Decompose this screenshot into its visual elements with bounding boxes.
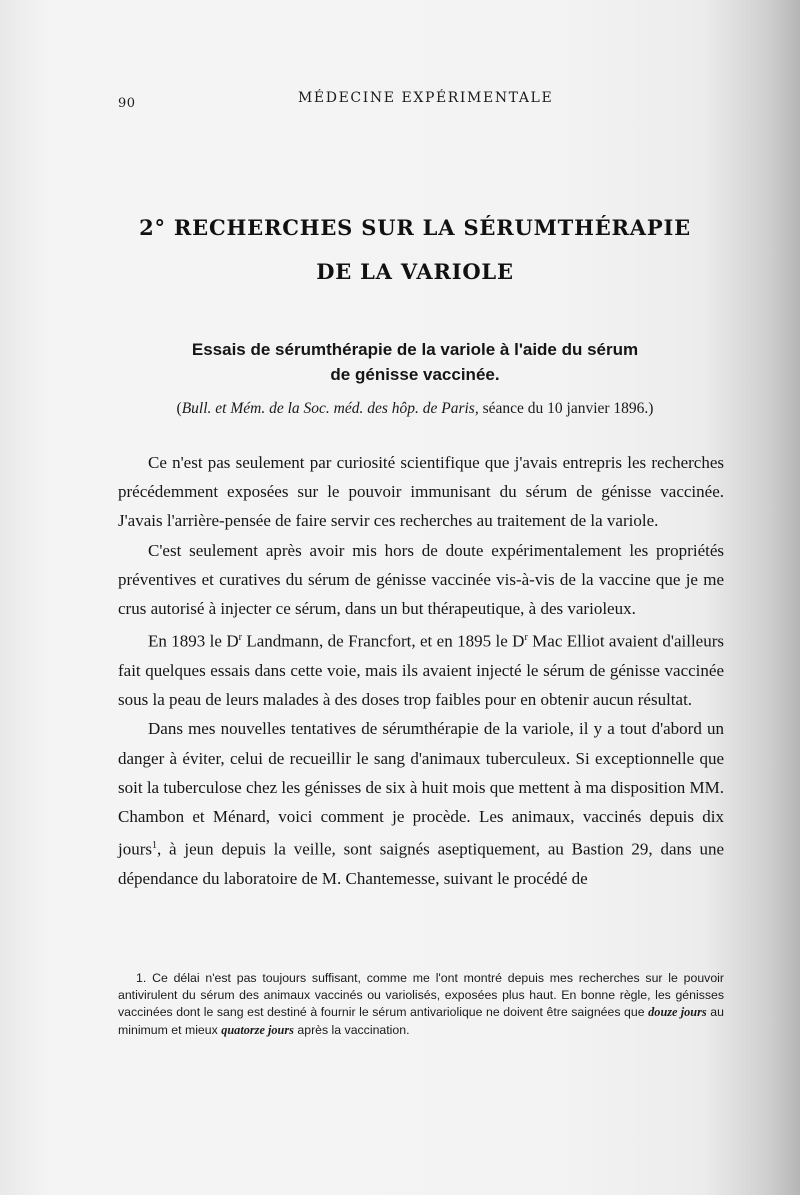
paragraph-4 [118, 714, 724, 893]
paragraph-3-text-c: Mac Elliot avaient d'ailleurs fait quelques essais dans cette voie, mais ils avaient injecté le sérum de génisse vaccinée sous la peau de leurs malades à des doses trop faibles pour en obtenir aucun résultat. [118, 631, 725, 710]
footnote-emphasis-1: douze jours [648, 1005, 707, 1020]
paragraph-1: Ce n'est pas seulement par curiosité scientifique que j'avais entrepris les recherches précédemment exposées sur le pouvoir immunisant du sérum de génisse vaccinée. J'avais l'arrière-pensée de faire servir ces recherches au traitement de la variole. [118, 453, 724, 531]
page-number: 90 [118, 96, 136, 111]
paragraph-2: C'est seulement après avoir mis hors de doute expérimentalement les propriétés préventives et curatives du sérum de génisse vaccinée vis-à-vis de la vaccine que je me crus autorisé à injecter ce sérum, dans un but thérapeutique, à des varioleux. [118, 540, 724, 619]
footnote-text-b: au minimum et mieux [118, 1005, 724, 1037]
citation-open: ( [176, 400, 182, 417]
footnote-emphasis-2: quatorze jours [221, 1022, 294, 1037]
running-title: MÉDECINE EXPÉRIMENTALE [298, 90, 554, 106]
footnote-reference: 1 [152, 840, 157, 852]
paragraph-4-text-b: , à jeun depuis la veille, sont saignés aseptiquement, au Bastion 29, dans une dépendance du laboratoire de M. Chantemesse, suivant le procédé de [118, 839, 724, 889]
superscript: r [238, 632, 242, 644]
article-title [110, 337, 720, 387]
paragraph-3 [118, 623, 724, 714]
citation [110, 400, 720, 418]
footnote-text-c: après la vaccination. [293, 1022, 410, 1037]
footnote [118, 970, 724, 1039]
page-header [118, 90, 658, 112]
citation-date: séance du 10 janvier 1896.) [478, 400, 654, 417]
paragraph-3-text-a: En 1893 le D [148, 631, 239, 651]
article-title-line2: de génisse vaccinée. [330, 365, 500, 384]
footnote-text [118, 970, 724, 1039]
footnote-number: 1. [136, 971, 147, 985]
chapter-title [110, 206, 720, 294]
citation-source: Bull. et Mém. de la Soc. méd. des hôp. de Paris, [181, 400, 479, 417]
paragraph-4-text-a: Dans mes nouvelles tentatives de sérumthérapie de la variole, il y a tout d'abord un danger à éviter, celui de recueillir le sang d'animaux tuberculeux. Si exceptionnelle que soit la tuberculose chez les génisses de six à huit mois que mettent à ma disposition MM. Chambon et Ménard, voici comment je procède. Les animaux, vaccinés depuis dix jours [118, 719, 724, 859]
footnote-text-a: Ce délai n'est pas toujours suffisant, comme me l'ont montré depuis mes recherches sur le pouvoir antivirulent du sérum des animaux vaccinés ou variolisés, exposées plus haut. En bonne règle, les génisses vaccinées dont le sang est destiné à fournir le sérum antivariolique ne doivent être saignées que [118, 971, 724, 1020]
superscript: r [524, 632, 528, 644]
chapter-title-line1: 2° RECHERCHES SUR LA SÉRUMTHÉRAPIE [139, 215, 691, 240]
body-text [118, 448, 724, 893]
article-title-line1: Essais de sérumthérapie de la variole à l'aide du sérum [191, 340, 639, 359]
paragraph-3-text-b: Landmann, de Francfort, et en 1895 le D [241, 631, 525, 651]
chapter-title-line2: DE LA VARIOLE [316, 259, 514, 284]
